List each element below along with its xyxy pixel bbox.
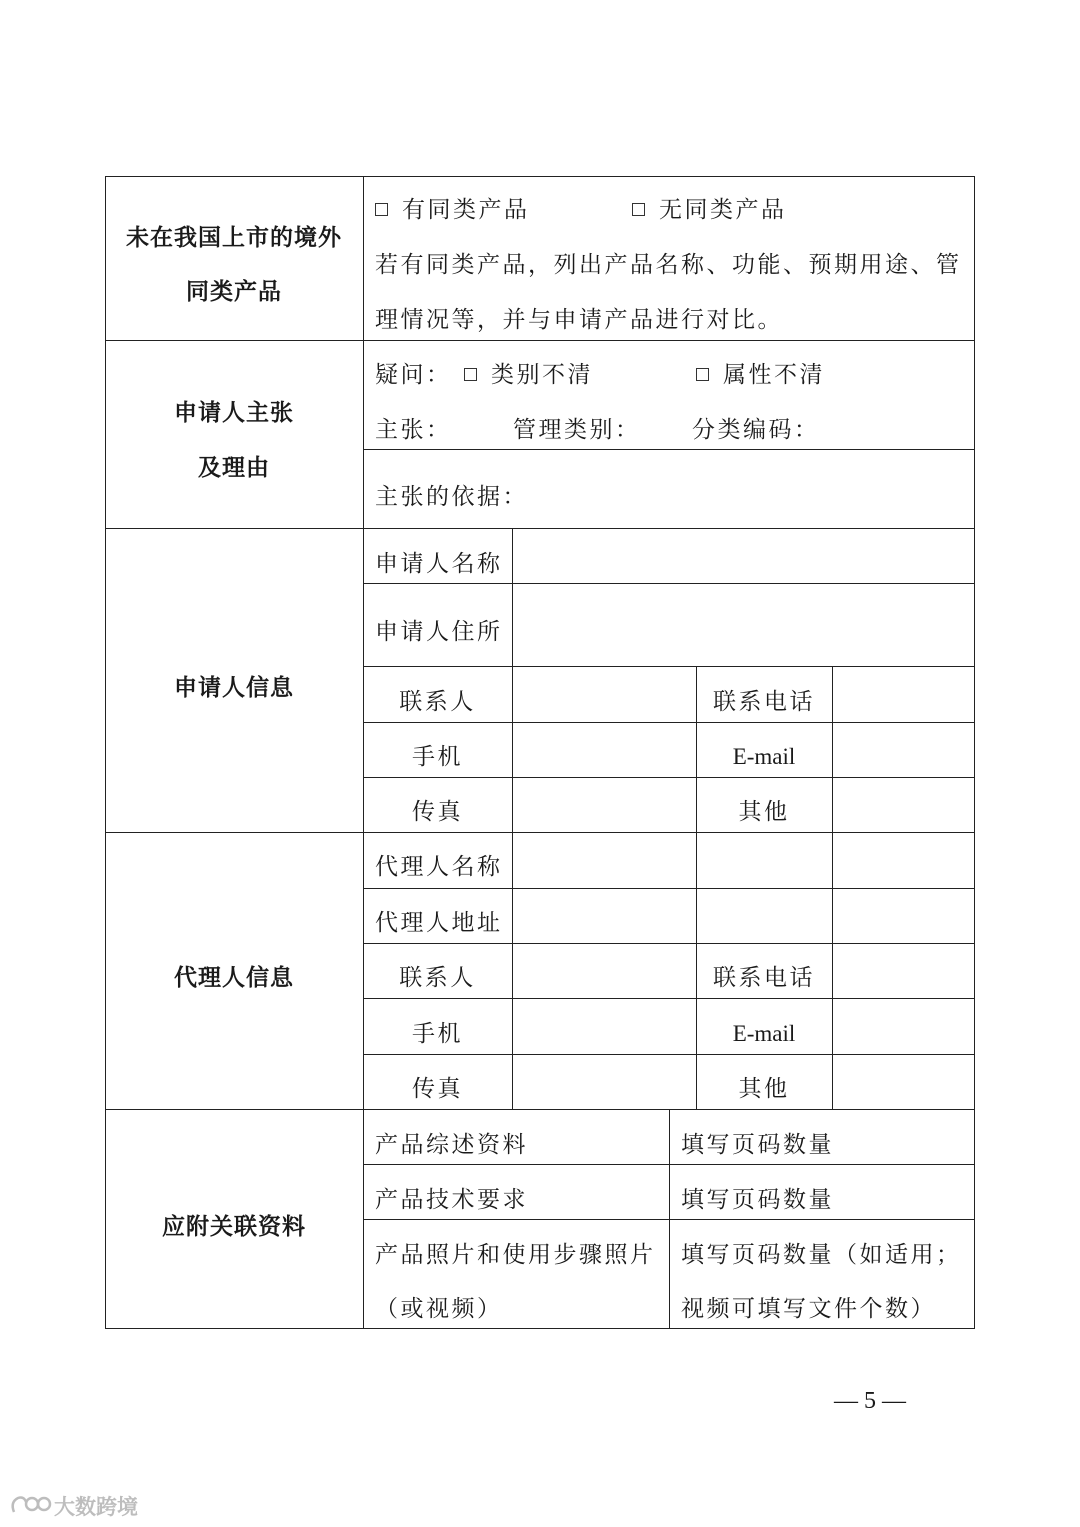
checkbox-icon[interactable] bbox=[464, 368, 477, 381]
agent-phone-label: 联系电话 bbox=[713, 965, 815, 991]
column-divider bbox=[669, 1109, 670, 1329]
agent-email-label: E-mail bbox=[732, 1021, 796, 1046]
column-divider bbox=[512, 528, 513, 1110]
table-border-left bbox=[105, 176, 106, 1329]
heading-line: 申请人主张 bbox=[174, 400, 294, 426]
attachment-photos: （或视频） bbox=[375, 1296, 503, 1322]
attachment-pages-hint: 视频可填写文件个数） bbox=[681, 1296, 936, 1322]
attachment-pages-hint: 填写页码数量（如适用； bbox=[681, 1242, 962, 1268]
agent-address-label: 代理人地址 bbox=[375, 910, 503, 936]
option-category-unclear[interactable] bbox=[464, 360, 593, 390]
management-category-label: 管理类别： bbox=[513, 417, 641, 443]
applicant-fax-label: 传真 bbox=[412, 799, 463, 825]
agent-other-label: 其他 bbox=[738, 1076, 790, 1102]
row-divider bbox=[105, 528, 975, 529]
agent-contact-label: 联系人 bbox=[399, 965, 476, 991]
attachment-technical-requirements: 产品技术要求 bbox=[375, 1187, 528, 1213]
option-label: 属性不清 bbox=[723, 362, 825, 388]
heading-line: 同类产品 bbox=[186, 279, 282, 305]
row-divider bbox=[363, 943, 975, 944]
applicant-phone-label: 联系电话 bbox=[713, 689, 815, 715]
watermark-logo-icon bbox=[8, 1492, 52, 1518]
heading-line: 未在我国上市的境外 bbox=[126, 225, 342, 251]
column-divider bbox=[832, 666, 833, 1110]
option-attribute-unclear[interactable] bbox=[696, 360, 825, 390]
applicant-info-heading: 申请人信息 bbox=[174, 675, 294, 701]
applicant-email-label: E-mail bbox=[732, 744, 796, 769]
row-divider bbox=[105, 832, 975, 833]
row-divider bbox=[105, 1109, 975, 1110]
row-divider bbox=[363, 449, 975, 450]
table-border-bottom bbox=[105, 1328, 975, 1329]
checkbox-icon[interactable] bbox=[632, 203, 645, 216]
watermark-text: 大数跨境 bbox=[54, 1495, 138, 1519]
applicant-claim-heading bbox=[105, 398, 363, 483]
row-divider bbox=[363, 666, 975, 667]
claim-label: 主张： bbox=[375, 417, 452, 443]
applicant-contact-label: 联系人 bbox=[399, 689, 476, 715]
row-divider bbox=[363, 1054, 975, 1055]
table-border-right bbox=[974, 176, 975, 1329]
row-divider bbox=[363, 722, 975, 723]
applicant-mobile-label: 手机 bbox=[412, 744, 463, 770]
row-divider bbox=[363, 777, 975, 778]
applicant-name-label: 申请人名称 bbox=[375, 551, 503, 577]
agent-fax-label: 传真 bbox=[412, 1076, 463, 1102]
attachment-pages-hint: 填写页码数量 bbox=[681, 1132, 834, 1158]
row-divider bbox=[105, 340, 975, 341]
checkbox-icon[interactable] bbox=[375, 203, 388, 216]
claim-basis-label: 主张的依据： bbox=[375, 484, 528, 510]
attachments-heading: 应附关联资料 bbox=[162, 1214, 306, 1240]
classification-code-label: 分类编码： bbox=[692, 417, 820, 443]
option-has-similar[interactable] bbox=[375, 195, 530, 225]
attachment-pages-hint: 填写页码数量 bbox=[681, 1187, 834, 1213]
similar-products-instruction: 若有同类产品，列出产品名称、功能、预期用途、管 bbox=[375, 252, 962, 278]
option-label: 类别不清 bbox=[491, 362, 593, 388]
agent-mobile-label: 手机 bbox=[412, 1021, 463, 1047]
option-label: 无同类产品 bbox=[659, 197, 787, 223]
agent-name-label: 代理人名称 bbox=[375, 854, 503, 880]
page-number: — 5 — bbox=[834, 1388, 906, 1414]
option-label: 有同类产品 bbox=[402, 197, 530, 223]
table-border-top bbox=[105, 176, 975, 177]
attachment-product-overview: 产品综述资料 bbox=[375, 1132, 528, 1158]
attachment-photos: 产品照片和使用步骤照片 bbox=[375, 1242, 656, 1268]
similar-products-instruction: 理情况等，并与申请产品进行对比。 bbox=[375, 307, 783, 333]
watermark bbox=[8, 1490, 148, 1520]
agent-info-heading: 代理人信息 bbox=[174, 965, 294, 991]
option-no-similar[interactable] bbox=[632, 195, 787, 225]
checkbox-icon[interactable] bbox=[696, 368, 709, 381]
row-divider bbox=[363, 583, 975, 584]
row-divider bbox=[363, 998, 975, 999]
applicant-address-label: 申请人住所 bbox=[375, 619, 503, 645]
question-label: 疑问： bbox=[375, 362, 452, 388]
applicant-other-label: 其他 bbox=[738, 799, 790, 825]
row-divider bbox=[363, 888, 975, 889]
overseas-products-heading bbox=[105, 223, 363, 307]
heading-line: 及理由 bbox=[198, 455, 270, 481]
